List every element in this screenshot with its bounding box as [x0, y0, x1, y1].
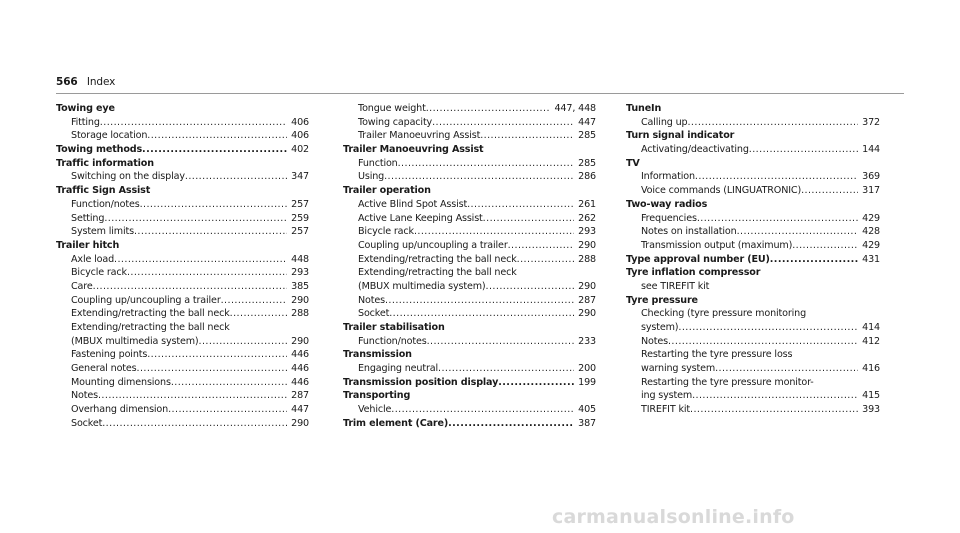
index-subentry: [343, 335, 596, 349]
page-reference: 290: [291, 294, 309, 306]
page-reference: 414: [862, 322, 880, 333]
dot-leader: [391, 403, 574, 417]
page-reference: 372: [862, 116, 880, 128]
dot-leader: [737, 225, 859, 239]
entry-label: Bicycle rack: [71, 267, 127, 279]
index-subentry: [626, 170, 880, 184]
entry-label: Transmission output (maximum): [641, 239, 793, 251]
index-subentry: [343, 157, 596, 171]
page-reference: 259: [291, 212, 309, 224]
dot-leader: [427, 335, 575, 349]
entry-label: Coupling up/uncoupling a trailer: [71, 294, 221, 306]
index-subentry: [343, 253, 596, 267]
page-reference: 402: [291, 144, 309, 156]
dot-leader: [692, 389, 858, 403]
index-subentry: [343, 102, 596, 116]
entry-label: Engaging neutral: [358, 363, 438, 375]
dot-leader: [104, 212, 287, 226]
page-reference: 257: [291, 198, 309, 210]
entry-label: Voice commands (LINGUATRONIC): [641, 185, 802, 197]
entry-label: Coupling up/uncoupling a trailer: [358, 239, 508, 251]
dot-leader: [142, 143, 287, 157]
dot-leader: [199, 335, 288, 349]
page-reference: 293: [291, 267, 309, 279]
page-reference: 405: [578, 404, 596, 416]
page-reference: 290: [578, 239, 596, 251]
entry-label: Bicycle rack: [358, 226, 414, 238]
dot-leader: [801, 184, 858, 198]
page-reference: 288: [578, 253, 596, 265]
page-number: 566: [56, 76, 78, 88]
page-reference: 200: [578, 363, 596, 375]
dot-leader: [467, 198, 574, 212]
index-subentry-text: Extending/retracting the ball neck: [358, 267, 517, 279]
entry-label: Type approval number (EU): [626, 253, 770, 265]
index-subentry: [56, 389, 309, 403]
page-reference: 429: [862, 212, 880, 224]
index-subentry: [56, 129, 309, 143]
index-subentry: [56, 212, 309, 226]
index-heading: Transporting: [343, 390, 411, 402]
entry-label: System limits: [71, 226, 134, 238]
entry-label: system): [641, 322, 679, 333]
page-reference: 406: [291, 130, 309, 142]
entry-label: Fastening points: [71, 349, 148, 361]
dot-leader: [171, 376, 287, 390]
page-reference: 287: [291, 390, 309, 402]
entry-label: Storage location: [71, 130, 148, 142]
page-reference: 285: [578, 130, 596, 142]
page-reference: 415: [862, 390, 880, 402]
entry-label: Notes: [71, 390, 98, 402]
index-heading: Trailer operation: [343, 185, 431, 197]
index-column-2: [343, 102, 596, 431]
entry-label: Vehicle: [358, 404, 392, 416]
dot-leader: [147, 129, 287, 143]
page-reference: 290: [291, 335, 309, 347]
index-subentry-text: Extending/retracting the ball neck: [71, 322, 230, 333]
index-heading: Transmission: [343, 349, 412, 361]
index-subentry: [626, 362, 880, 376]
index-heading: TV: [626, 157, 640, 169]
page-reference: 446: [291, 376, 309, 388]
entry-label: Towing methods: [56, 144, 143, 156]
page-reference: 317: [862, 185, 880, 197]
dot-leader: [749, 143, 858, 157]
dot-leader: [483, 212, 574, 226]
dot-leader: [438, 362, 574, 376]
index-subentry: [626, 335, 880, 349]
page-reference: 290: [578, 280, 596, 292]
entry-label: Fitting: [71, 116, 100, 128]
page-reference: 447, 448: [554, 103, 596, 114]
page-reference: 261: [578, 198, 596, 210]
index-subentry-text: Checking (tyre pressure monitoring: [641, 308, 807, 320]
page-reference: 144: [862, 144, 880, 156]
dot-leader: [134, 225, 287, 239]
dot-leader: [668, 335, 858, 349]
entry-label: Notes on installation: [641, 226, 737, 238]
dot-leader: [715, 362, 858, 376]
page-reference: 406: [291, 116, 309, 128]
index-subentry: [56, 253, 309, 267]
entry-label: Tongue weight: [358, 103, 426, 114]
index-subentry-text: see TIREFIT kit: [641, 280, 710, 292]
index-heading: Traffic Sign Assist: [56, 185, 151, 197]
page-reference: 416: [862, 363, 880, 375]
entry-label: (MBUX multimedia system): [358, 280, 486, 292]
dot-leader: [385, 294, 574, 308]
dot-leader: [448, 417, 574, 431]
dot-leader: [486, 280, 575, 294]
index-entry: [343, 376, 596, 390]
dot-leader: [517, 253, 574, 267]
index-heading: Trailer hitch: [56, 239, 120, 251]
dot-leader: [147, 348, 287, 362]
dot-leader: [690, 403, 858, 417]
index-subentry: [56, 362, 309, 376]
page-reference: 428: [862, 226, 880, 238]
index-subentry: [56, 198, 309, 212]
page-reference: 288: [291, 308, 309, 320]
page-reference: 393: [862, 404, 880, 416]
entry-label: Active Lane Keeping Assist: [358, 212, 483, 224]
index-subentry: [343, 225, 596, 239]
entry-label: Axle load: [71, 253, 115, 265]
entry-label: Notes: [641, 335, 668, 347]
index-entry: [626, 253, 880, 267]
dot-leader: [102, 417, 287, 431]
dot-leader: [414, 225, 574, 239]
dot-leader: [98, 389, 287, 403]
index-subentry: [56, 307, 309, 321]
index-subentry: [56, 266, 309, 280]
entry-label: Overhang dimension: [71, 404, 169, 416]
index-heading: Traffic information: [56, 157, 154, 169]
index-subentry: [343, 239, 596, 253]
entry-label: warning system: [641, 363, 716, 375]
dot-leader: [697, 212, 858, 226]
index-subentry: [343, 362, 596, 376]
index-subentry: [56, 294, 309, 308]
dot-leader: [498, 376, 574, 390]
index-subentry: [56, 170, 309, 184]
page-reference: 446: [291, 349, 309, 361]
entry-label: General notes: [71, 363, 137, 375]
entry-label: Function/notes: [71, 198, 140, 210]
entry-label: Care: [71, 280, 93, 292]
entry-label: Activating/deactivating: [641, 144, 749, 156]
entry-label: Trailer Manoeuvring Assist: [358, 130, 481, 142]
index-subentry: [343, 294, 596, 308]
page-reference: 447: [291, 404, 309, 416]
index-subentry: [626, 239, 880, 253]
index-subentry: [56, 116, 309, 130]
index-subentry-text: Restarting the tyre pressure loss: [641, 349, 793, 361]
dot-leader: [695, 170, 858, 184]
index-column-3: [626, 102, 880, 417]
page-reference: 369: [862, 171, 880, 183]
dot-leader: [100, 116, 287, 130]
dot-leader: [127, 266, 287, 280]
page-reference: 290: [578, 308, 596, 320]
dot-leader: [508, 239, 575, 253]
page-reference: 233: [578, 335, 596, 347]
entry-label: Switching on the display: [71, 171, 185, 183]
index-heading: Trailer Manoeuvring Assist: [343, 144, 484, 156]
entry-label: (MBUX multimedia system): [71, 335, 199, 347]
dot-leader: [114, 253, 287, 267]
index-heading: Tyre pressure: [626, 294, 698, 306]
index-subentry: [626, 225, 880, 239]
page-reference: 347: [291, 171, 309, 183]
entry-label: Function/notes: [358, 335, 427, 347]
entry-label: Function: [358, 157, 398, 169]
page-reference: 286: [578, 171, 596, 183]
index-heading: Towing eye: [56, 103, 115, 114]
entry-label: Transmission position display: [343, 376, 499, 388]
index-heading: Two-way radios: [626, 198, 708, 210]
dot-leader: [137, 362, 288, 376]
entry-label: Towing capacity: [358, 116, 433, 128]
page-reference: 257: [291, 226, 309, 238]
entry-label: Socket: [358, 308, 390, 320]
index-subentry: [626, 321, 880, 335]
index-subentry: [626, 403, 880, 417]
index-subentry: [343, 170, 596, 184]
index-subentry: [626, 143, 880, 157]
header-divider: [56, 93, 904, 94]
dot-leader: [384, 170, 574, 184]
dot-leader: [432, 116, 574, 130]
index-subentry: [56, 280, 309, 294]
page-reference: 446: [291, 363, 309, 375]
entry-label: Mounting dimensions: [71, 376, 171, 388]
dot-leader: [792, 239, 858, 253]
entry-label: Information: [641, 171, 695, 183]
page-reference: 199: [578, 376, 596, 388]
index-subentry: [56, 348, 309, 362]
index-entry: [56, 143, 309, 157]
dot-leader: [678, 321, 858, 335]
page-reference: 285: [578, 157, 596, 169]
page-reference: 448: [291, 253, 309, 265]
index-subentry: [343, 307, 596, 321]
page-reference: 412: [862, 335, 880, 347]
index-subentry: [626, 116, 880, 130]
dot-leader: [221, 294, 288, 308]
index-subentry: [343, 116, 596, 130]
index-subentry-text: Restarting the tyre pressure monitor-: [641, 376, 814, 388]
dot-leader: [185, 170, 287, 184]
dot-leader: [140, 198, 288, 212]
dot-leader: [93, 280, 288, 294]
index-subentry: [343, 129, 596, 143]
entry-label: Extending/retracting the ball neck: [358, 253, 517, 265]
entry-label: Calling up: [641, 116, 688, 128]
dot-leader: [168, 403, 287, 417]
index-heading: TuneIn: [626, 103, 662, 114]
entry-label: Trim element (Care): [343, 417, 449, 429]
page-header: [56, 76, 115, 88]
index-subentry: [343, 198, 596, 212]
dot-leader: [389, 307, 574, 321]
entry-label: TIREFIT kit: [641, 404, 691, 416]
index-heading: Turn signal indicator: [626, 130, 735, 142]
index-subentry: [626, 212, 880, 226]
section-title: Index: [86, 76, 116, 88]
entry-label: Frequencies: [641, 212, 697, 224]
index-subentry: [56, 225, 309, 239]
dot-leader: [687, 116, 858, 130]
index-subentry: [56, 403, 309, 417]
dot-leader: [230, 307, 287, 321]
index-column-1: [56, 102, 309, 431]
index-heading: Trailer stabilisation: [343, 322, 445, 333]
index-subentry: [56, 335, 309, 349]
index-entry: [343, 417, 596, 431]
index-subentry: [343, 280, 596, 294]
page-reference: 262: [578, 212, 596, 224]
page-reference: 293: [578, 226, 596, 238]
index-subentry: [343, 212, 596, 226]
watermark: carmanualsonline.info: [552, 506, 795, 528]
index-subentry: [343, 403, 596, 417]
index-heading: Tyre inflation compressor: [626, 267, 761, 279]
entry-label: Setting: [71, 212, 105, 224]
dot-leader: [398, 157, 575, 171]
dot-leader: [480, 129, 574, 143]
entry-label: Using: [358, 171, 385, 183]
entry-label: ing system: [641, 390, 693, 402]
dot-leader: [770, 253, 858, 267]
entry-label: Active Blind Spot Assist: [358, 198, 468, 210]
index-subentry: [56, 376, 309, 390]
index-subentry: [56, 417, 309, 431]
entry-label: Extending/retracting the ball neck: [71, 308, 230, 320]
dot-leader: [426, 102, 551, 116]
page-reference: 385: [291, 280, 309, 292]
index-subentry: [626, 184, 880, 198]
entry-label: Notes: [358, 294, 385, 306]
page-reference: 290: [291, 417, 309, 429]
page-reference: 387: [578, 417, 596, 429]
page-reference: 447: [578, 116, 596, 128]
page-reference: 431: [862, 253, 880, 265]
entry-label: Socket: [71, 417, 103, 429]
page-reference: 287: [578, 294, 596, 306]
page-reference: 429: [862, 239, 880, 251]
index-subentry: [626, 389, 880, 403]
